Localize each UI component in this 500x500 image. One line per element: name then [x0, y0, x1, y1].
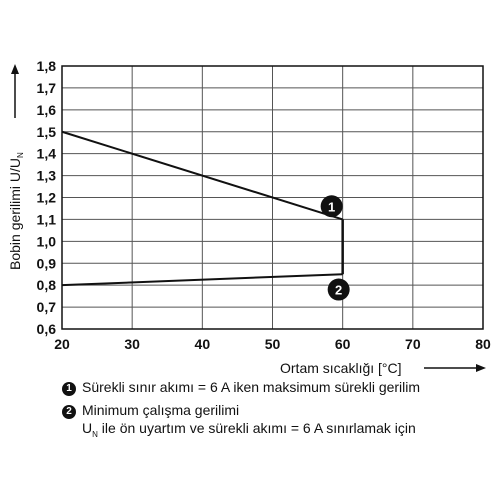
- x-tick-label: 70: [405, 336, 421, 352]
- y-axis-label-main: Bobin gerilimi U/U: [7, 157, 23, 270]
- x-axis-arrow-head: [476, 364, 486, 372]
- y-tick-label: 1,5: [36, 123, 56, 140]
- x-tick-label: 20: [54, 336, 70, 352]
- x-tick-label: 30: [124, 336, 140, 352]
- y-axis-label: [7, 152, 25, 270]
- y-tick-label: 1,7: [36, 79, 56, 96]
- y-tick-label: 1,6: [36, 101, 56, 118]
- legend-text-1: Sürekli sınır akımı = 6 A iken maksimum sürekli gerilim: [82, 379, 421, 395]
- marker-label-2: 2: [335, 282, 343, 298]
- legend-text-2: Minimum çalışma gerilimi: [82, 402, 240, 418]
- y-tick-label: 0,9: [36, 255, 56, 272]
- legend-marker-1: 1: [62, 382, 76, 396]
- x-tick-label: 40: [194, 336, 211, 352]
- legend-text-2-line2: [62, 419, 416, 444]
- y-tick-label: 1,1: [36, 211, 56, 228]
- y-tick-label: 1,8: [36, 58, 56, 74]
- y-tick-label: 0,7: [36, 299, 56, 316]
- x-tick-label: 50: [264, 336, 281, 352]
- y-tick-label: 1,3: [36, 167, 56, 184]
- legend-text-2-rest: ile ön uyartım ve sürekli akımı = 6 A sınırlamak için: [97, 420, 416, 436]
- y-tick-label: 1,2: [36, 189, 56, 206]
- legend-text-2-u: U: [82, 420, 93, 436]
- x-tick-label: 60: [334, 336, 351, 352]
- y-tick-label: 1,4: [36, 145, 56, 162]
- legend-text-2-sub: N: [92, 429, 98, 439]
- y-tick-label: 0,6: [36, 321, 56, 337]
- legend-item-1: [62, 378, 420, 396]
- x-axis-label: Ortam sıcaklığı [°C]: [280, 360, 402, 376]
- y-axis-label-subscript: N: [16, 152, 25, 158]
- y-axis-arrow-head: [11, 64, 19, 74]
- marker-label-1: 1: [328, 199, 336, 215]
- y-tick-label: 0,8: [36, 277, 56, 294]
- legend-item-2: [62, 401, 416, 444]
- tick-labels: [37, 58, 491, 352]
- legend-marker-2: 2: [62, 405, 76, 419]
- y-tick-label: 1,0: [36, 233, 56, 250]
- x-tick-label: 80: [475, 336, 491, 352]
